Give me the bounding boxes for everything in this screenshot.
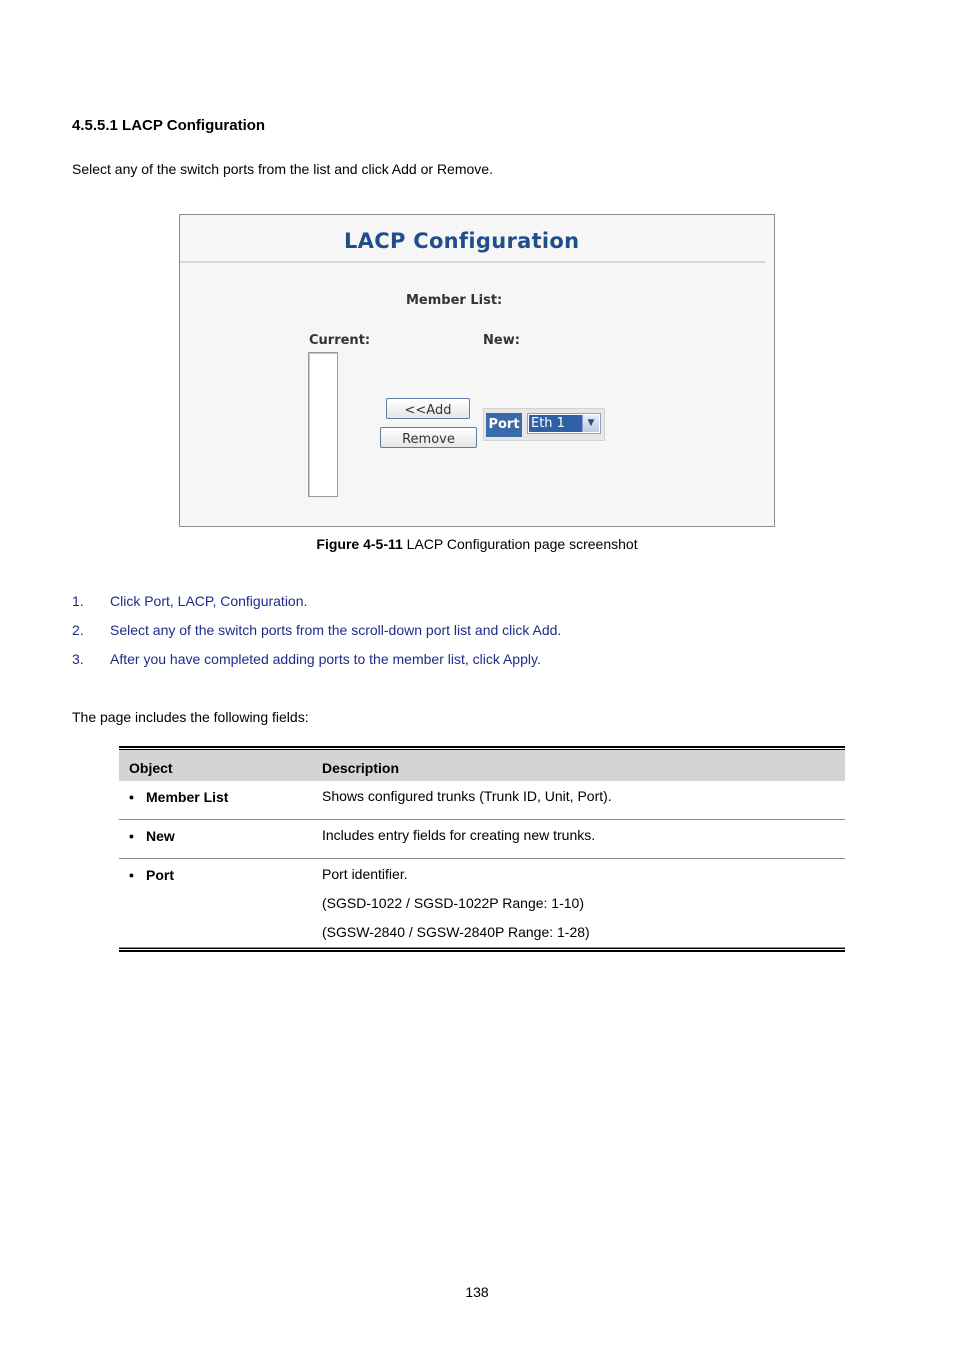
- caption-figure-number: Figure 4-5-11: [316, 536, 403, 552]
- row-object: [129, 789, 228, 805]
- description-line: (SGSW-2840 / SGSW-2840P Range: 1-28): [322, 924, 590, 940]
- header-description: Description: [322, 760, 400, 776]
- section-title: 4.5.5.1 LACP Configuration: [72, 117, 266, 134]
- header-object: Object: [129, 760, 173, 776]
- current-label: Current:: [309, 333, 371, 348]
- row-description: [322, 788, 612, 817]
- table-top-rule: [119, 746, 845, 748]
- description-line: Shows configured trunks (Trunk ID, Unit, Port).: [322, 788, 612, 804]
- bullet-icon: •: [129, 828, 134, 844]
- table-row: [119, 781, 845, 820]
- row-description: [322, 827, 595, 856]
- port-label: Port: [486, 413, 522, 437]
- lacp-screenshot: [179, 214, 775, 527]
- step-text: Click Port, LACP, Configuration.: [110, 593, 308, 609]
- description-line: Includes entry fields for creating new trunks.: [322, 827, 596, 843]
- intro-text: Select any of the switch ports from the list and click Add or Remove.: [72, 161, 493, 177]
- port-select-value: Eth 1: [529, 415, 582, 432]
- title-divider: [180, 261, 765, 263]
- member-list-label: Member List:: [406, 293, 503, 308]
- step-number: 2.: [72, 622, 84, 638]
- port-select[interactable]: [527, 413, 601, 434]
- add-button[interactable]: <<Add: [386, 398, 470, 419]
- remove-button[interactable]: Remove: [380, 427, 477, 448]
- object-name: Port: [146, 867, 174, 883]
- fields-intro: The page includes the following fields:: [72, 709, 309, 725]
- table-header: [119, 750, 845, 781]
- step-number: 3.: [72, 651, 84, 667]
- caption-text: LACP Configuration page screenshot: [402, 536, 638, 552]
- step-text: After you have completed adding ports to the member list, click Apply.: [110, 651, 541, 667]
- new-port-selector: [483, 408, 605, 441]
- bullet-icon: •: [129, 867, 134, 883]
- row-object: [129, 828, 175, 844]
- bullet-icon: •: [129, 789, 134, 805]
- fields-table: [119, 746, 845, 952]
- table-row: [119, 820, 845, 859]
- description-line: (SGSD-1022 / SGSD-1022P Range: 1-10): [322, 895, 584, 911]
- object-name: New: [146, 828, 175, 844]
- new-label: New:: [483, 333, 520, 348]
- screenshot-title: LACP Configuration: [344, 229, 580, 253]
- object-name: Member List: [146, 789, 229, 805]
- step-number: 1.: [72, 593, 84, 609]
- current-member-listbox[interactable]: [308, 352, 338, 497]
- chevron-down-icon[interactable]: ▼: [582, 415, 599, 432]
- table-row: [119, 859, 845, 948]
- figure-caption: [0, 536, 954, 552]
- step-text: Select any of the switch ports from the scroll-down port list and click Add.: [110, 622, 562, 638]
- row-object: [129, 867, 174, 883]
- page-number: 138: [465, 1284, 489, 1300]
- description-line: Port identifier.: [322, 866, 408, 882]
- row-description: [322, 866, 590, 953]
